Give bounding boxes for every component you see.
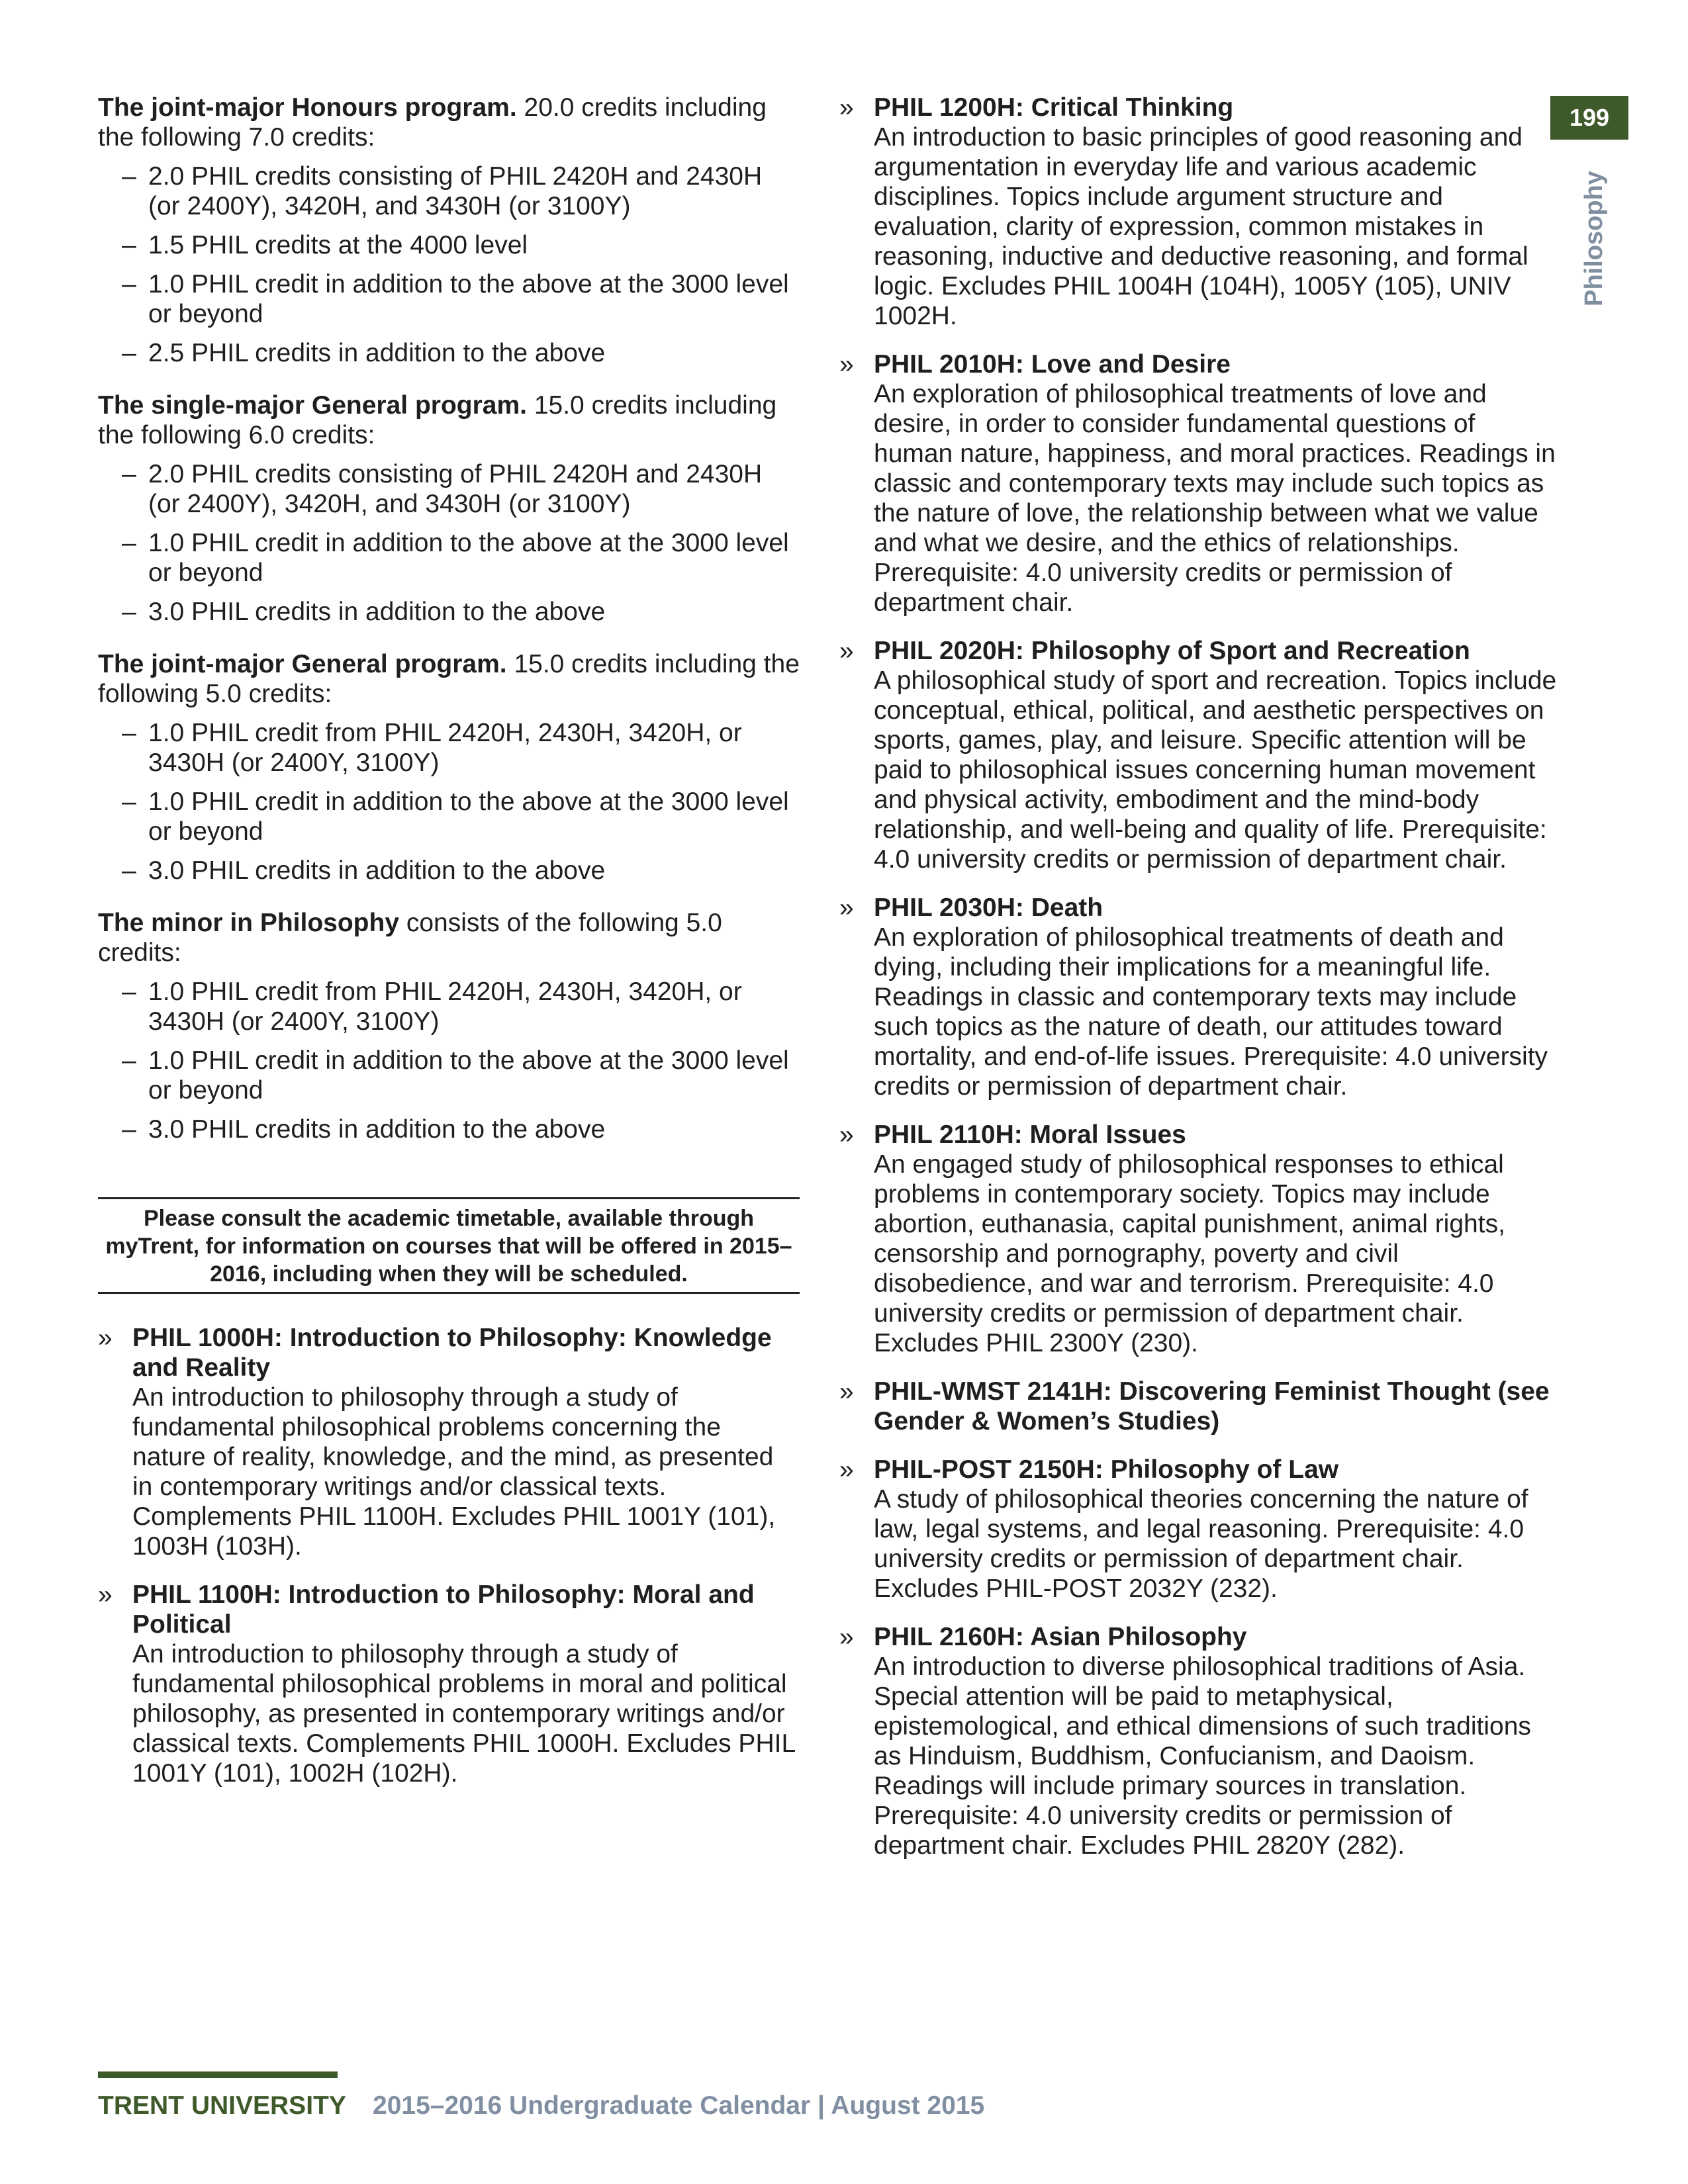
program-title: The minor in Philosophy — [98, 909, 400, 937]
section-label-text: Philosophy — [1579, 170, 1608, 306]
course-title: PHIL 2020H: Philosophy of Sport and Recreation — [874, 637, 1470, 665]
chevron-bullet-icon: » — [98, 1580, 113, 1609]
course-entry — [839, 349, 1561, 617]
requirement-item — [98, 856, 800, 886]
course-title: PHIL 1100H: Introduction to Philosophy: Moral and Political — [132, 1580, 755, 1639]
requirement-text: 1.5 PHIL credits at the 4000 level — [148, 231, 528, 259]
program-summary: 15.0 credits including the following 6.0 credits: — [98, 391, 777, 449]
course-entry — [839, 1120, 1561, 1358]
requirement-text: 2.5 PHIL credits in addition to the above — [148, 339, 606, 367]
chevron-bullet-icon: » — [839, 350, 854, 379]
requirement-item — [98, 338, 800, 368]
requirement-item — [98, 597, 800, 627]
course-list-left — [98, 1323, 800, 1788]
course-list-right — [839, 93, 1561, 1860]
course-description: An introduction to philosophy through a study of fundamental philosophical problems in moral and political philosophy, as presented in contemporary writings and/or classical texts. Complements PHIL 1000H. Excludes PHIL 1001Y (101), 1002H (102H). — [132, 1640, 795, 1788]
requirement-text: 1.0 PHIL credit from PHIL 2420H, 2430H, 3420H, or 3430H (or 2400Y, 3100Y) — [148, 719, 742, 777]
dash-bullet: – — [122, 719, 136, 747]
requirement-item — [98, 977, 800, 1036]
program-requirement-list — [98, 977, 800, 1144]
course-entry — [98, 1580, 800, 1788]
course-title: PHIL-WMST 2141H: Discovering Feminist Thought (see Gender & Women’s Studies) — [874, 1377, 1550, 1435]
requirement-item — [98, 787, 800, 846]
dash-bullet: – — [122, 529, 136, 557]
program-title: The single-major General program. — [98, 391, 527, 420]
chevron-bullet-icon: » — [839, 1623, 854, 1651]
dash-bullet: – — [122, 856, 136, 885]
dash-bullet: – — [122, 460, 136, 488]
program-requirement-list — [98, 718, 800, 886]
course-entry — [839, 1622, 1561, 1860]
page-number-badge: 199 — [1550, 96, 1628, 140]
footer — [98, 2090, 984, 2122]
chevron-bullet-icon: » — [839, 1377, 854, 1406]
course-title: PHIL 2010H: Love and Desire — [874, 350, 1231, 379]
program-requirement-list — [98, 459, 800, 627]
requirement-item — [98, 459, 800, 519]
chevron-bullet-icon: » — [98, 1324, 113, 1352]
course-title: PHIL 2160H: Asian Philosophy — [874, 1623, 1247, 1651]
dash-bullet: – — [122, 231, 136, 259]
course-title: PHIL 2030H: Death — [874, 893, 1103, 922]
dash-bullet: – — [122, 339, 136, 367]
chevron-bullet-icon: » — [839, 1455, 854, 1484]
course-description: A study of philosophical theories concerning the nature of law, legal systems, and legal reasoning. Prerequisite: 4.0 university credits or permission of department chair. Excludes PHIL-POST 2032Y (232). — [874, 1485, 1528, 1603]
requirement-text: 1.0 PHIL credit in addition to the above at the 3000 level or beyond — [148, 529, 789, 587]
program-summary: 20.0 credits including the following 7.0 credits: — [98, 93, 767, 152]
dash-bullet: – — [122, 978, 136, 1006]
program-block — [98, 93, 800, 368]
footer-calendar: 2015–2016 Undergraduate Calendar | August 2015 — [373, 2091, 985, 2120]
requirement-text: 2.0 PHIL credits consisting of PHIL 2420H and 2430H (or 2400Y), 3420H, and 3430H (or 3100Y) — [148, 162, 763, 220]
requirement-text: 2.0 PHIL credits consisting of PHIL 2420H and 2430H (or 2400Y), 3420H, and 3430H (or 3100Y) — [148, 460, 763, 518]
chevron-bullet-icon: » — [839, 1120, 854, 1149]
requirement-text: 1.0 PHIL credit in addition to the above at the 3000 level or beyond — [148, 270, 789, 328]
course-entry — [839, 1455, 1561, 1604]
requirement-text: 1.0 PHIL credit in addition to the above at the 3000 level or beyond — [148, 788, 789, 846]
requirement-text: 1.0 PHIL credit from PHIL 2420H, 2430H, 3420H, or 3430H (or 2400Y, 3100Y) — [148, 978, 742, 1036]
requirement-item — [98, 528, 800, 588]
course-title: PHIL 1000H: Introduction to Philosophy: Knowledge and Reality — [132, 1324, 772, 1382]
course-entry — [98, 1323, 800, 1561]
chevron-bullet-icon: » — [839, 93, 854, 122]
course-description: An introduction to philosophy through a study of fundamental philosophical problems concerning the nature of reality, knowledge, and the mind, as presented in contemporary writings and/or classical texts. Complements PHIL 1100H. Excludes PHIL 1001Y (101), 1003H (103H). — [132, 1383, 776, 1561]
program-heading — [98, 93, 800, 152]
program-block — [98, 908, 800, 1144]
left-column — [98, 93, 800, 1807]
dash-bullet: – — [122, 598, 136, 626]
program-heading — [98, 908, 800, 968]
program-requirement-list — [98, 161, 800, 368]
chevron-bullet-icon: » — [839, 893, 854, 922]
footer-university: TRENT UNIVERSITY — [98, 2091, 346, 2120]
course-description: An introduction to basic principles of good reasoning and argumentation in everyday life and various academic disciplines. Topics include argument structure and evaluation, clarity of expression, common mistakes in reasoning, inductive and deductive reasoning, and formal logic. Excludes PHIL 1004H (104H), 1005Y (105), UNIV 1002H. — [874, 123, 1528, 330]
footer-rule — [98, 2071, 338, 2078]
requirement-text: 1.0 PHIL credit in addition to the above at the 3000 level or beyond — [148, 1046, 789, 1105]
course-entry — [839, 1377, 1561, 1436]
course-description: An introduction to diverse philosophical traditions of Asia. Special attention will be paid to metaphysical, epistemological, and ethical dimensions of such traditions as Hinduism, Buddhism, Confucianism, and Daoism. Readings will include primary sources in translation. Prerequisite: 4.0 university credits or permission of department chair. Excludes PHIL 2820Y (282). — [874, 1653, 1531, 1860]
program-requirements — [98, 93, 800, 1144]
dash-bullet: – — [122, 270, 136, 298]
course-title: PHIL 2110H: Moral Issues — [874, 1120, 1186, 1149]
program-title: The joint-major General program. — [98, 650, 507, 678]
program-block — [98, 390, 800, 627]
course-description: A philosophical study of sport and recreation. Topics include conceptual, ethical, political, and aesthetic perspectives on sports, games, play, and leisure. Specific attention will be paid to philosophical issues concerning human movement and physical activity, embodiment and the mind-body relationship, and well-being and quality of life. Prerequisite: 4.0 university credits or permission of department chair. — [874, 666, 1557, 874]
requirement-item — [98, 269, 800, 329]
course-description: An exploration of philosophical treatments of death and dying, including their implications for a meaningful life. Readings in classic and contemporary texts may include such topics as the nature of death, our attitudes toward mortality, and end-of-life issues. Prerequisite: 4.0 university credits or permission of department chair. — [874, 923, 1548, 1101]
program-heading — [98, 649, 800, 709]
program-summary: 15.0 credits including the following 5.0 credits: — [98, 650, 800, 708]
section-label — [1564, 159, 1624, 318]
dash-bullet: – — [122, 1046, 136, 1075]
dash-bullet: – — [122, 1115, 136, 1144]
program-title: The joint-major Honours program. — [98, 93, 517, 122]
course-description: An engaged study of philosophical responses to ethical problems in contemporary society. Topics may include abortion, euthanasia, capital punishment, animal rights, censorship and pornography, poverty and civil disobedience, and war and terrorism. Prerequisite: 4.0 university credits or permission of department chair. Excludes PHIL 2300Y (230). — [874, 1150, 1505, 1357]
right-column — [839, 93, 1561, 1879]
requirement-item — [98, 230, 800, 260]
timetable-notice: Please consult the academic timetable, available through myTrent, for information on courses that will be offered in 2015–2016, including when they will be scheduled. — [98, 1197, 800, 1294]
requirement-text: 3.0 PHIL credits in addition to the above — [148, 856, 606, 885]
requirement-item — [98, 1115, 800, 1144]
requirement-item — [98, 718, 800, 778]
requirement-item — [98, 161, 800, 221]
course-entry — [839, 893, 1561, 1101]
requirement-item — [98, 1046, 800, 1105]
chevron-bullet-icon: » — [839, 637, 854, 665]
dash-bullet: – — [122, 162, 136, 191]
dash-bullet: – — [122, 788, 136, 816]
course-title: PHIL 1200H: Critical Thinking — [874, 93, 1234, 122]
program-summary: consists of the following 5.0 credits: — [98, 909, 722, 967]
requirement-text: 3.0 PHIL credits in addition to the above — [148, 1115, 606, 1144]
requirement-text: 3.0 PHIL credits in addition to the above — [148, 598, 606, 626]
course-entry — [839, 636, 1561, 874]
course-description: An exploration of philosophical treatments of love and desire, in order to consider fundamental questions of human nature, happiness, and moral practices. Readings in classic and contemporary texts may include such topics as the nature of love, the relationship between what we value and what we desire, and the ethics of relationships. Prerequisite: 4.0 university credits or permission of department chair. — [874, 380, 1556, 617]
program-block — [98, 649, 800, 886]
course-title: PHIL-POST 2150H: Philosophy of Law — [874, 1455, 1339, 1484]
program-heading — [98, 390, 800, 450]
course-entry — [839, 93, 1561, 331]
